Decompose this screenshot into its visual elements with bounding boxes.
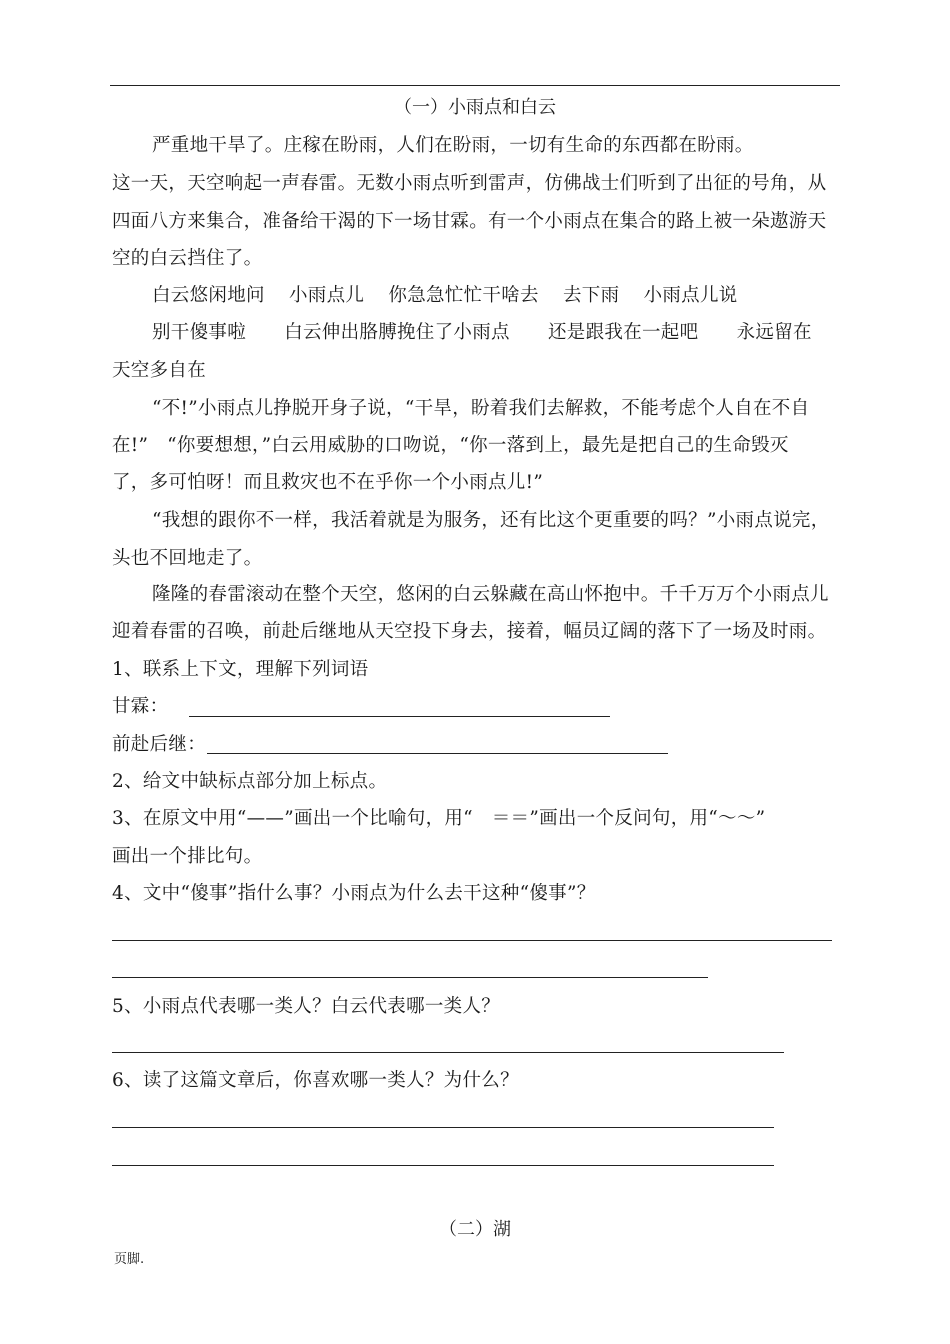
section-2-title: （二）湖 bbox=[439, 1219, 511, 1240]
question-3-line-2: 画出一个排比句。 bbox=[112, 846, 263, 867]
passage-paragraph-2-line-2: 四面八方来集合，准备给干渴的下一场甘霖。有一个小雨点在集合的路上被一朵遨游天 bbox=[112, 211, 827, 232]
passage-paragraph-7-line-1: 隆隆的春雷滚动在整个天空，悠闲的白云躲藏在高山怀抱中。千千万万个小雨点儿 bbox=[152, 584, 829, 605]
question-6: 6、读了这篇文章后，你喜欢哪一类人？为什么？ bbox=[112, 1070, 519, 1091]
passage-paragraph-4 bbox=[152, 321, 812, 345]
question-3-line-1: 3、在原文中用“——”画出一个比喻句，用“ ＝＝”画出一个反问句，用“～～” bbox=[112, 808, 766, 829]
answer-line[interactable] bbox=[189, 716, 610, 717]
segment: 还是跟我在一起吧 bbox=[548, 322, 699, 343]
passage-paragraph-5-line-3: 了，多可怕呀！而且救灾也不在乎你一个小雨点儿!” bbox=[112, 472, 544, 493]
segment: 去下雨 bbox=[562, 285, 620, 306]
answer-line[interactable] bbox=[112, 1165, 774, 1166]
answer-line[interactable] bbox=[112, 1052, 784, 1053]
passage-paragraph-2-line-3: 空的白云挡住了。 bbox=[112, 248, 263, 269]
passage-paragraph-7-line-2: 迎着春雷的召唤，前赴后继地从天空投下身去，接着，幅员辽阔的落下了一场及时雨。 bbox=[112, 621, 827, 642]
question-1-term-2: 前赴后继： bbox=[112, 734, 207, 755]
question-5: 5、小雨点代表哪一类人？白云代表哪一类人？ bbox=[112, 996, 501, 1017]
answer-line[interactable] bbox=[207, 753, 668, 754]
passage-paragraph-2-line-1: 这一天，天空响起一声春雷。无数小雨点听到雷声，仿佛战士们听到了出征的号角，从 bbox=[112, 173, 827, 194]
segment: 小雨点儿说 bbox=[643, 285, 738, 306]
answer-line[interactable] bbox=[112, 1127, 774, 1128]
answer-line[interactable] bbox=[112, 977, 708, 978]
header-rule bbox=[110, 85, 840, 86]
segment: 白云悠闲地问 bbox=[152, 285, 265, 306]
passage-paragraph-3 bbox=[152, 284, 738, 308]
passage-paragraph-5-line-1: “不!”小雨点儿挣脱开身子说，“干旱，盼着我们去解救，不能考虑个人自在不自 bbox=[152, 398, 810, 419]
question-2: 2、给文中缺标点部分加上标点。 bbox=[112, 771, 388, 792]
segment: 小雨点儿 bbox=[289, 285, 365, 306]
answer-line[interactable] bbox=[112, 940, 832, 941]
segment: 你急急忙忙干啥去 bbox=[388, 285, 539, 306]
question-1: 1、联系上下文，理解下列词语 bbox=[112, 659, 369, 680]
segment: 别干傻事啦 bbox=[152, 322, 247, 343]
question-4: 4、文中“傻事”指什么事？小雨点为什么去干这种“傻事”？ bbox=[112, 883, 596, 904]
passage-paragraph-4-tail: 天空多自在 bbox=[112, 360, 207, 381]
question-1-term-1: 甘霖： bbox=[112, 696, 169, 717]
page-footer: 页脚. bbox=[114, 1252, 145, 1267]
passage-paragraph-6-line-2: 头也不回地走了。 bbox=[112, 548, 263, 569]
segment: 白云伸出胳膊挽住了小雨点 bbox=[284, 322, 510, 343]
passage-paragraph-5-line-2: 在!” “你要想想，”白云用威胁的口吻说，“你一落到上，最先是把自己的生命毁灭 bbox=[112, 435, 789, 456]
segment: 永远留在 bbox=[736, 322, 812, 343]
passage-paragraph-6-line-1: “我想的跟你不一样，我活着就是为服务，还有比这个更重要的吗？”小雨点说完， bbox=[152, 510, 830, 531]
section-title: （一）小雨点和白云 bbox=[394, 97, 556, 118]
passage-paragraph-1: 严重地干旱了。庄稼在盼雨，人们在盼雨，一切有生命的东西都在盼雨。 bbox=[152, 135, 754, 156]
